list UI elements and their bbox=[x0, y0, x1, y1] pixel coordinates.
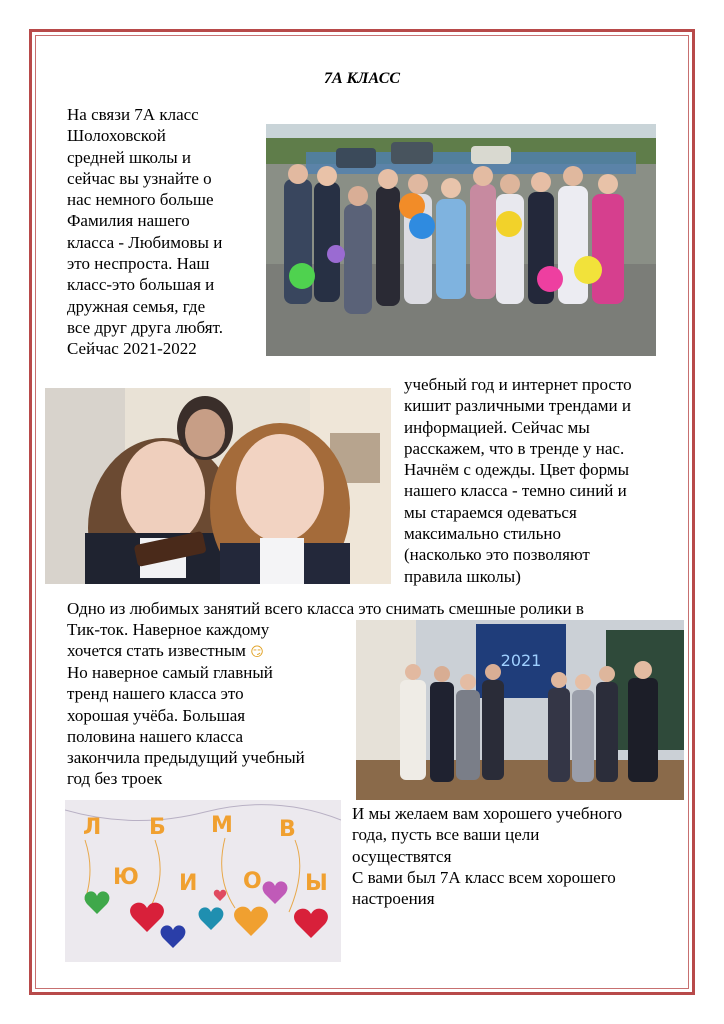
paragraph-trends: учебный год и интернет просто кишит различными трендами и информацией. Сейчас мы расскажем, что в тренде у нас. Начнём с одежды. Цвет формы нашего класса - темно синий и мы стараемся одеваться максимально стильно (насколько это позволяют правила школы) bbox=[404, 375, 632, 586]
paragraph-study: Но наверное самый главный тренд нашего класса это хорошая учёба. Большая половина нашего класса закончила предыдущий учебный год без троек bbox=[67, 663, 305, 789]
banner-letter-7: О bbox=[243, 869, 262, 894]
paragraph-wishes: И мы желаем вам хорошего учебного года, пусть все ваши цели осуществятся С вами был 7А класс всем хорошего настроения bbox=[352, 804, 623, 909]
projector-screen-text: 2021 bbox=[500, 651, 542, 670]
girls-selfie-photo bbox=[45, 388, 391, 584]
banner-letter-2: Б bbox=[149, 815, 166, 840]
banner-letter-4: В bbox=[279, 817, 296, 842]
paragraph-tiktok-line1: Одно из любимых занятий всего класса это снимать смешные ролики в bbox=[67, 599, 584, 618]
paragraph-tiktok-text: Тик-ток. Наверное каждому хочется стать известным bbox=[67, 620, 270, 661]
paragraph-tiktok bbox=[67, 619, 269, 664]
paragraph-intro: На связи 7А класс Шолоховской средней школы и сейчас вы узнайте о нас немного больше Фамилия нашего класса - Любимовы и это неспроста. Наш класс-это большая и дружная семья, где все друг друга любят. Сейчас 2021-2022 bbox=[67, 105, 223, 359]
classroom-photo bbox=[356, 620, 684, 800]
banner-letter-5: Ю bbox=[113, 865, 139, 890]
banner-letter-8: Ы bbox=[305, 871, 328, 896]
letters-banner-photo bbox=[65, 800, 341, 962]
banner-letter-3: М bbox=[211, 813, 233, 838]
banner-letter-6: И bbox=[179, 871, 198, 896]
banner-letter-1: Л bbox=[83, 815, 102, 840]
smirk-emoji-icon: 😏 bbox=[250, 645, 264, 661]
class-group-photo bbox=[266, 124, 656, 356]
page-title: 7А КЛАСС bbox=[323, 70, 401, 87]
